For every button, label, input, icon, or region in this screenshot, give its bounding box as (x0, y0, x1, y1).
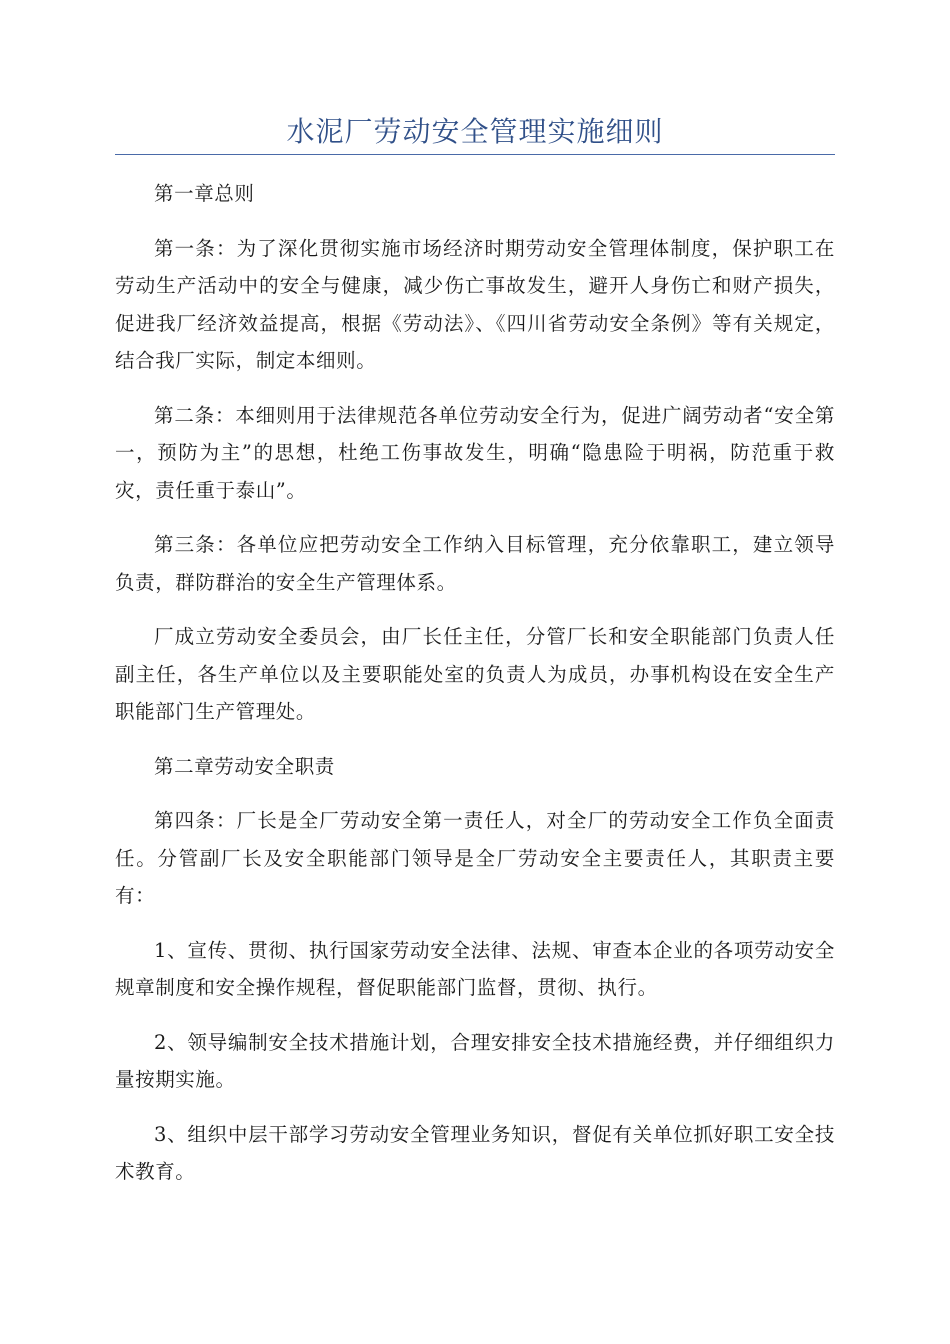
title-underline (115, 154, 835, 155)
article-paragraph: 厂成立劳动安全委员会，由厂长任主任，分管厂长和安全职能部门负责人任副主任，各生产单位以及主要职能处室的负责人为成员，办事机构设在安全生产职能部门生产管理处。 (115, 625, 835, 723)
chapter-heading: 第二章劳动安全职责 (154, 754, 335, 778)
article-paragraph: 第一条：为了深化贯彻实施市场经济时期劳动安全管理体制度，保护职工在劳动生产活动中的安全与健康，减少伤亡事故发生，避开人身伤亡和财产损失，促进我厂经济效益提高，根据《劳动法》、《四川省劳动安全条例》等有关规定，结合我厂实际，制定本细则。 (115, 236, 835, 372)
list-item: 3、组织中层干部学习劳动安全管理业务知识，督促有关单位抓好职工安全技术教育。 (115, 1122, 835, 1183)
list-item: 2、领导编制安全技术措施计划，合理安排安全技术措施经费，并仔细组织力量按期实施。 (115, 1030, 835, 1091)
article-paragraph: 第三条：各单位应把劳动安全工作纳入目标管理，充分依靠职工，建立领导负责，群防群治的安全生产管理体系。 (115, 533, 835, 594)
article-paragraph: 第二条：本细则用于法律规范各单位劳动安全行为，促进广阔劳动者“安全第一，预防为主”的思想，杜绝工伤事故发生，明确“隐患险于明祸，防范重于救灾，责任重于泰山”。 (115, 403, 835, 502)
document-body (115, 175, 835, 1208)
list-item: 1、宣传、贯彻、执行国家劳动安全法律、法规、审查本企业的各项劳动安全规章制度和安全操作规程，督促职能部门监督，贯彻、执行。 (115, 938, 835, 999)
chapter-heading: 第一章总则 (154, 182, 255, 205)
document-title: 水泥厂劳动安全管理实施细则 (286, 115, 664, 148)
article-paragraph: 第四条：厂长是全厂劳动安全第一责任人，对全厂的劳动安全工作负全面责任。分管副厂长及安全职能部门领导是全厂劳动安全主要责任人，其职责主要有： (115, 809, 835, 907)
